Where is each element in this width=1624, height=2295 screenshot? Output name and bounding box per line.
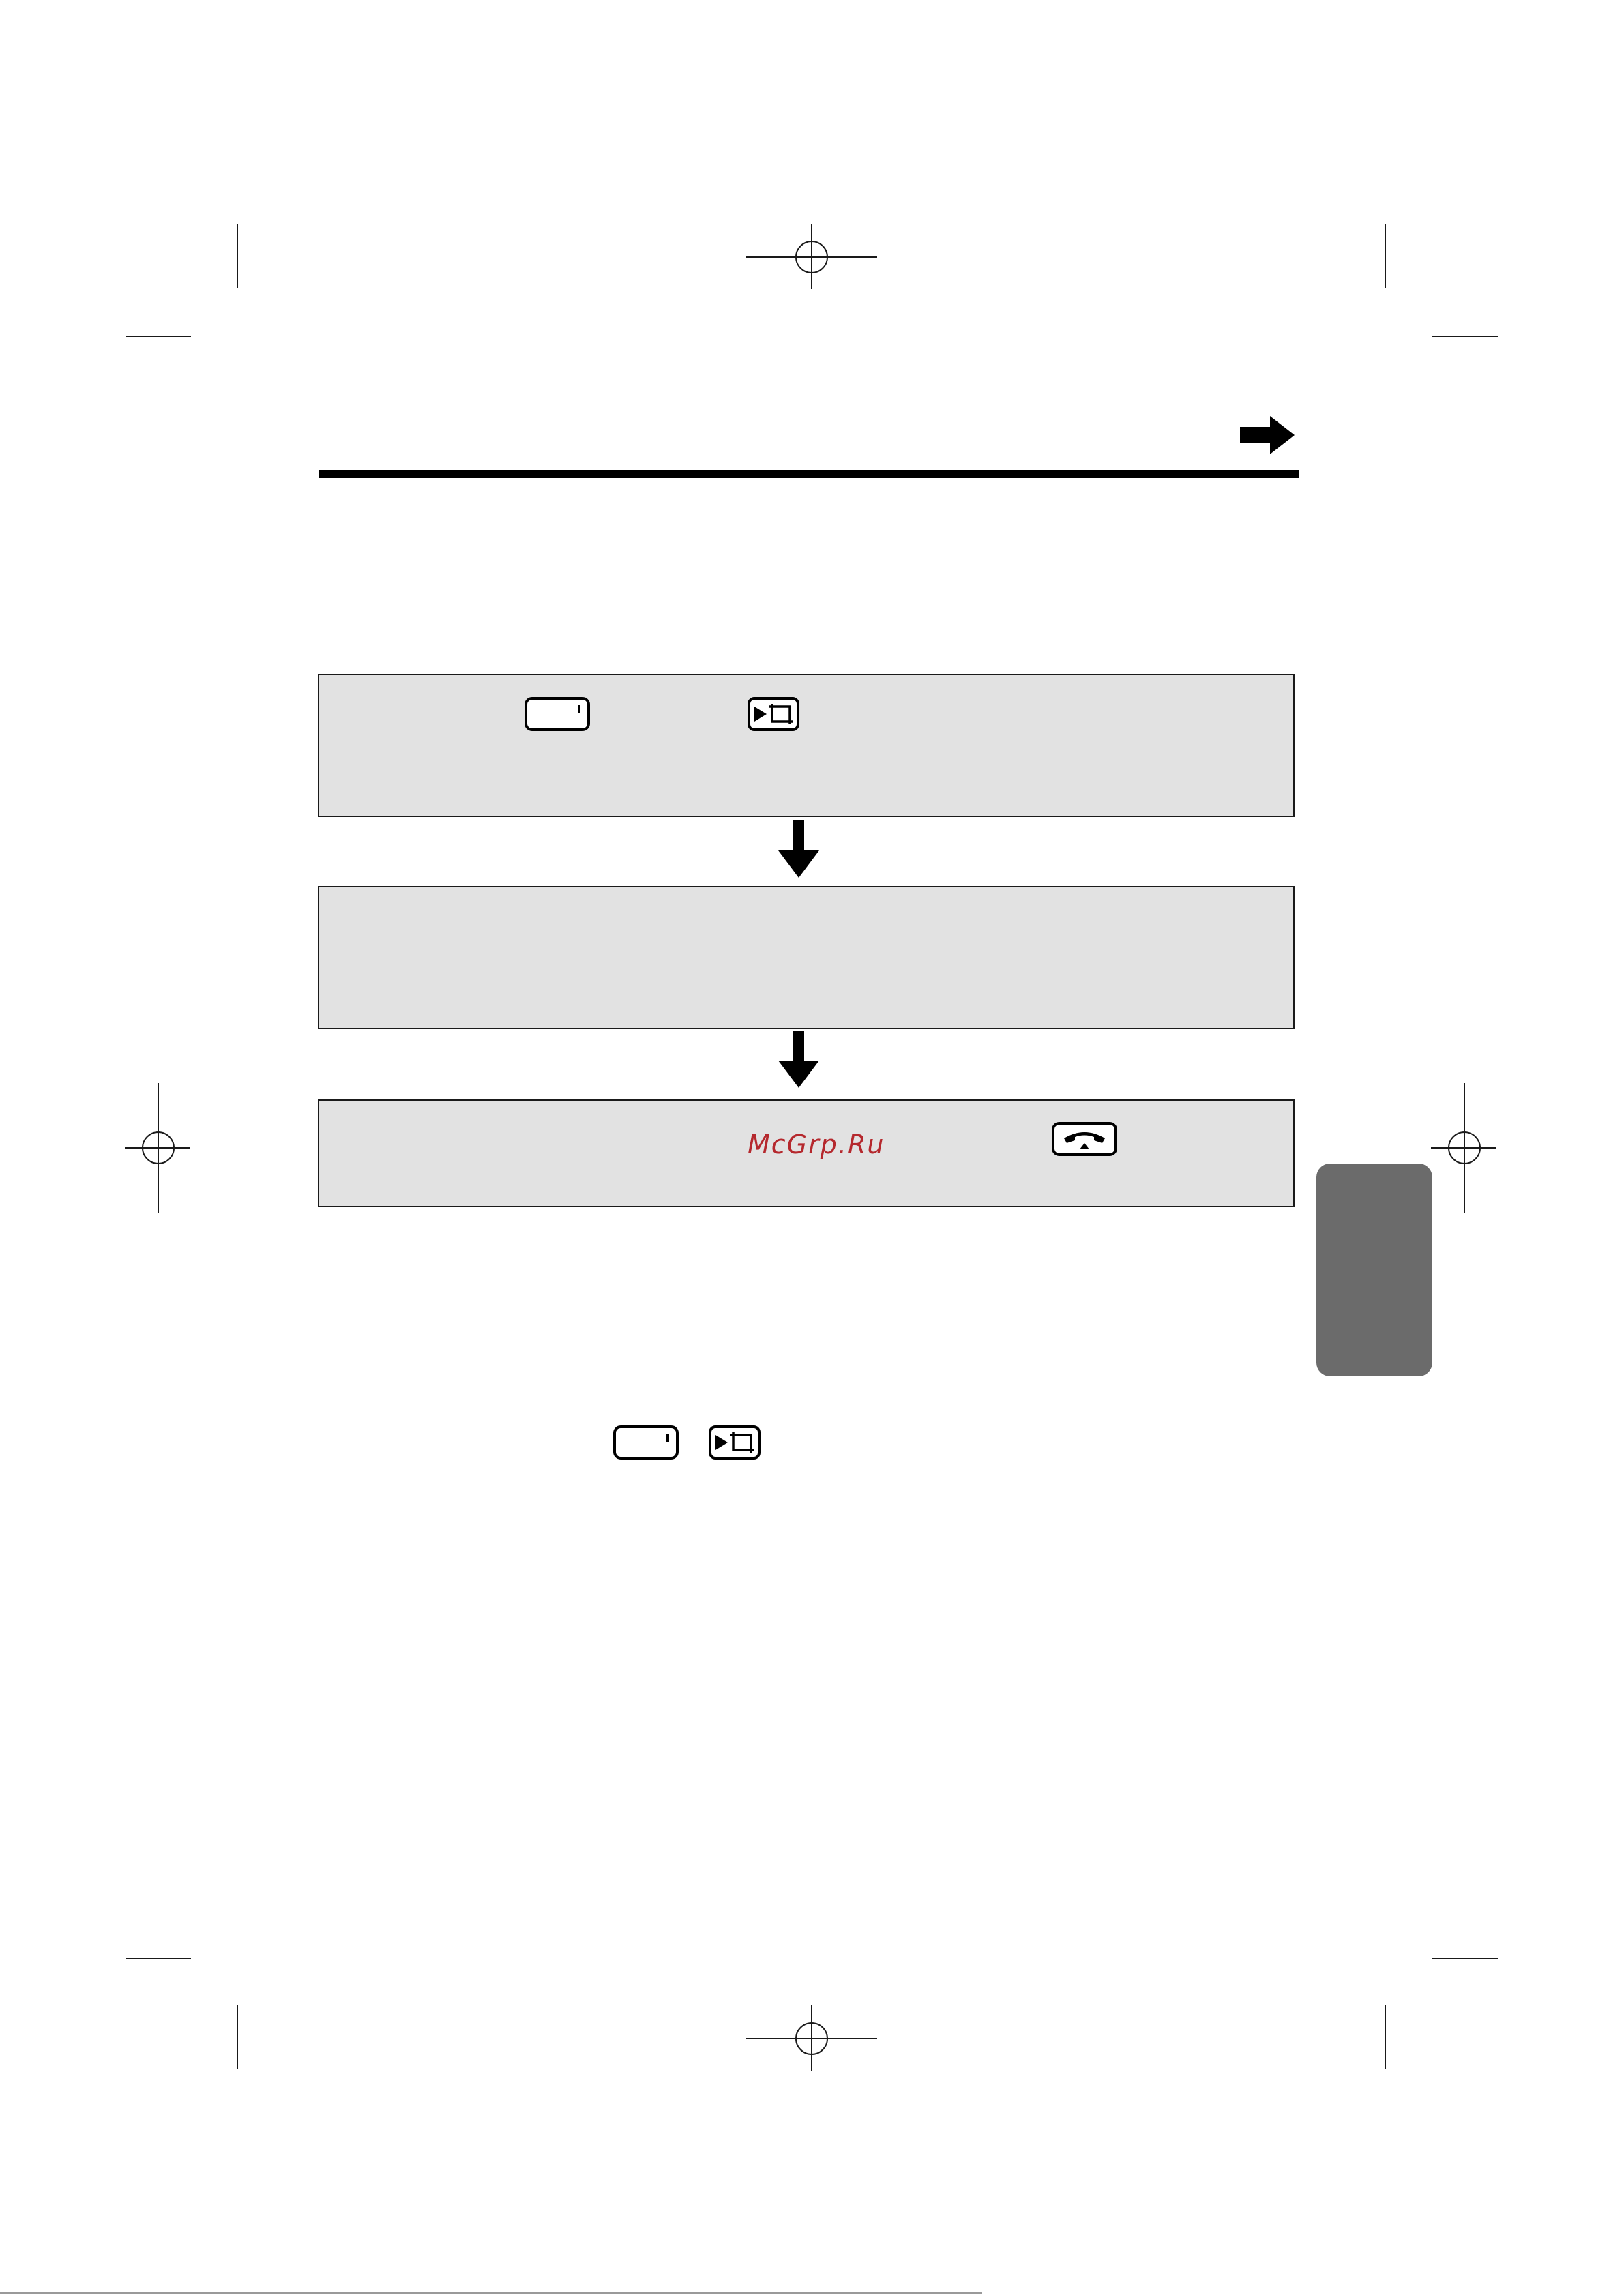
page-edge-rule <box>0 2292 982 2294</box>
play-edit-button-icon <box>748 697 799 731</box>
crop-mark <box>237 224 238 288</box>
registration-mark-circle <box>142 1131 175 1164</box>
crop-mark <box>126 336 191 337</box>
step-1-box <box>318 674 1295 817</box>
softkey-button-icon <box>525 697 590 731</box>
step-2-box <box>318 886 1295 1029</box>
off-hook-button-icon <box>1052 1122 1117 1156</box>
crop-mark <box>126 1958 191 1959</box>
crop-mark <box>1385 2005 1386 2069</box>
crop-mark <box>237 2005 238 2069</box>
crop-mark <box>1385 224 1386 288</box>
section-tab <box>1316 1164 1432 1376</box>
down-arrow-icon <box>778 820 819 878</box>
title-rule <box>319 470 1299 478</box>
crop-mark <box>1432 1958 1498 1959</box>
registration-mark-circle <box>1448 1131 1481 1164</box>
watermark: McGrp.Ru <box>748 1129 885 1159</box>
softkey-button-icon <box>613 1425 679 1460</box>
down-arrow-icon <box>778 1031 819 1088</box>
right-arrow-icon <box>1240 416 1295 454</box>
registration-mark-circle <box>795 2022 828 2055</box>
crop-mark <box>1432 336 1498 337</box>
registration-mark-circle <box>795 241 828 273</box>
play-edit-button-icon <box>709 1425 761 1460</box>
